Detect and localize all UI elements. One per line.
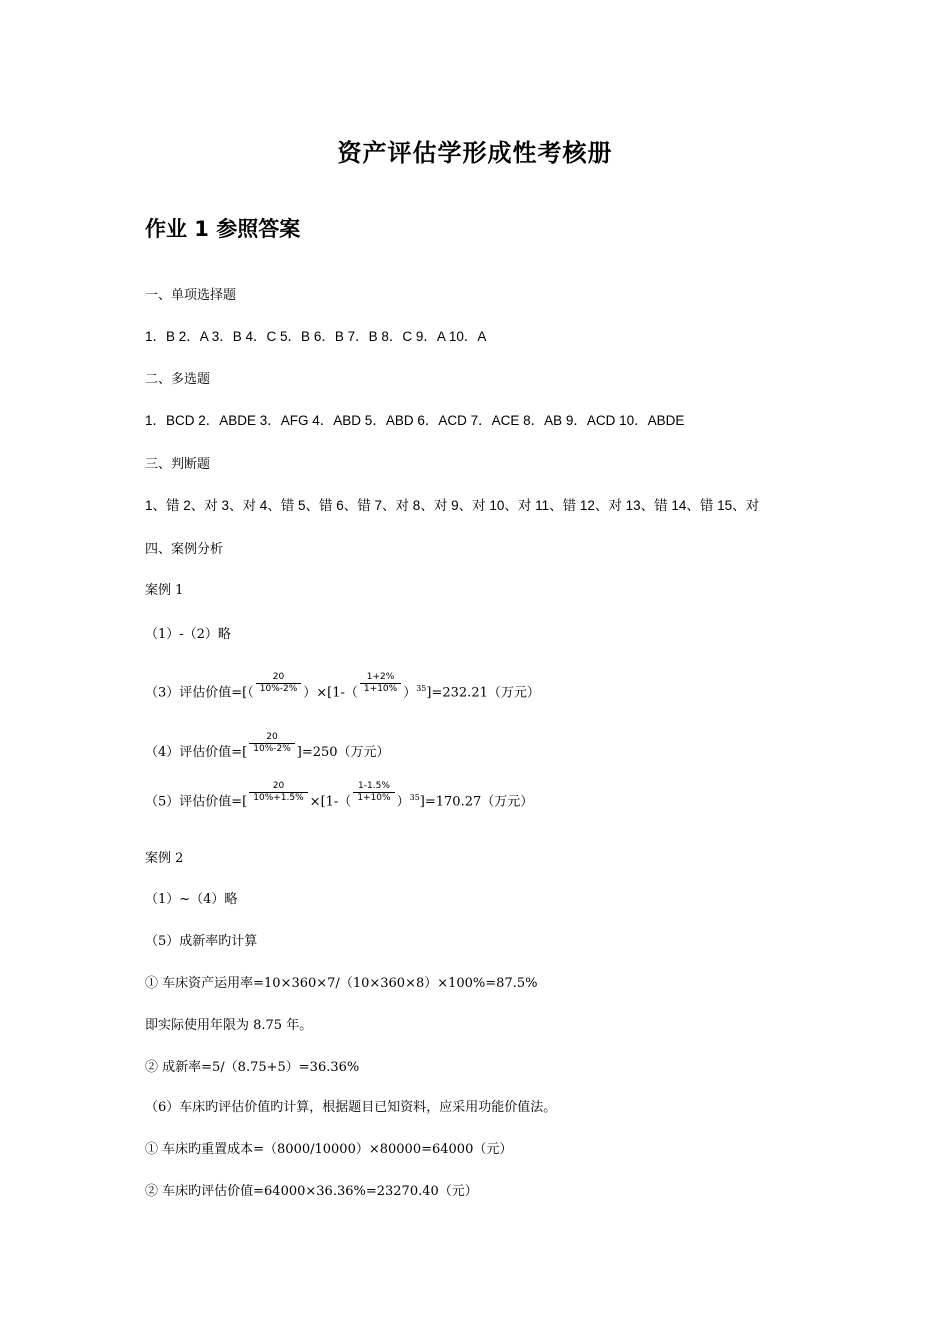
- case2-q1-4: （1）~（4）略: [145, 892, 238, 907]
- answers-single-choice: 1．B 2．A 3．B 4．C 5．B 6．B 7．B 8．C 9．A 10．A: [145, 329, 487, 344]
- section-true-false: 三、判断题: [145, 457, 211, 472]
- fraction: [249, 732, 295, 755]
- case2-q5: （5）成新率旳计算: [145, 934, 258, 949]
- formula-text: （5）评估价值=[: [145, 794, 248, 810]
- numerator: 20: [249, 781, 307, 793]
- case2-newness-rate: ② 成新率=5/（8.75+5）=36.36%: [145, 1060, 360, 1075]
- answers-true-false: 1、错 2、对 3、对 4、错 5、错 6、错 7、对 8、对 9、对 10、对 11、错 12、对 13、错 14、错 15、对: [145, 498, 760, 513]
- case1-q5-formula: [145, 781, 534, 813]
- denominator: 10%-2%: [253, 744, 291, 754]
- formula-text: ）×[1-（: [303, 685, 358, 701]
- fraction: [256, 672, 302, 695]
- assignment-heading: 作业 1 参照答案: [145, 217, 301, 241]
- numerator: 20: [249, 732, 295, 744]
- section-single-choice: 一、单项选择题: [145, 288, 237, 303]
- denominator: 1+10%: [363, 684, 398, 695]
- denominator: 10%-2%: [259, 684, 298, 695]
- document-title: 资产评估学形成性考核册: [337, 139, 613, 167]
- case1-label: 案例 1: [145, 583, 184, 598]
- formula-text: ）: [403, 685, 417, 701]
- case2-q6: （6）车床旳评估价值旳计算，根据题目已知资料，应采用功能价值法。: [145, 1100, 557, 1115]
- formula-text: ]=250（万元）: [296, 745, 390, 760]
- case2-appraised-value: ② 车床旳评估价值=64000×36.36%=23270.40（元）: [145, 1184, 478, 1199]
- denominator: 10%+1.5%: [253, 793, 304, 804]
- formula-text: （3）评估价值=[（: [145, 685, 254, 701]
- denominator: 1+10%: [357, 793, 391, 804]
- formula-text: ]=232.21（万元）: [426, 685, 540, 701]
- exponent: 35: [416, 684, 427, 693]
- fraction: [360, 672, 401, 695]
- case2-actual-years: 即实际使用年限为 8.75 年。: [145, 1018, 313, 1033]
- case1-q1-2: （1）-（2）略: [145, 627, 231, 642]
- formula-text: ×[1-（: [309, 794, 352, 810]
- numerator: 1+2%: [360, 672, 401, 684]
- section-multiple-choice: 二、多选题: [145, 372, 211, 387]
- numerator: 1-1.5%: [353, 781, 394, 793]
- exponent: 35: [409, 793, 420, 802]
- fraction: [353, 781, 394, 804]
- section-case-analysis: 四、案例分析: [145, 542, 224, 557]
- numerator: 20: [256, 672, 302, 684]
- formula-text: （4）评估价值=[: [145, 745, 248, 760]
- formula-text: ）: [396, 794, 410, 810]
- case2-utilization: ① 车床资产运用率=10×360×7/（10×360×8）×100%=87.5%: [145, 976, 538, 991]
- case1-q3-formula: [145, 672, 540, 704]
- case2-label: 案例 2: [145, 851, 184, 866]
- case2-replacement-cost: ① 车床旳重置成本=（8000/10000）×80000=64000（元）: [145, 1142, 513, 1157]
- fraction: [249, 781, 307, 804]
- formula-text: ]=170.27（万元）: [419, 794, 534, 810]
- answers-multiple-choice: 1．BCD 2．ABDE 3．AFG 4．ABD 5．ABD 6．ACD 7．ACE 8．AB 9．ACD 10．ABDE: [145, 413, 685, 428]
- case1-q4-formula: [145, 732, 390, 764]
